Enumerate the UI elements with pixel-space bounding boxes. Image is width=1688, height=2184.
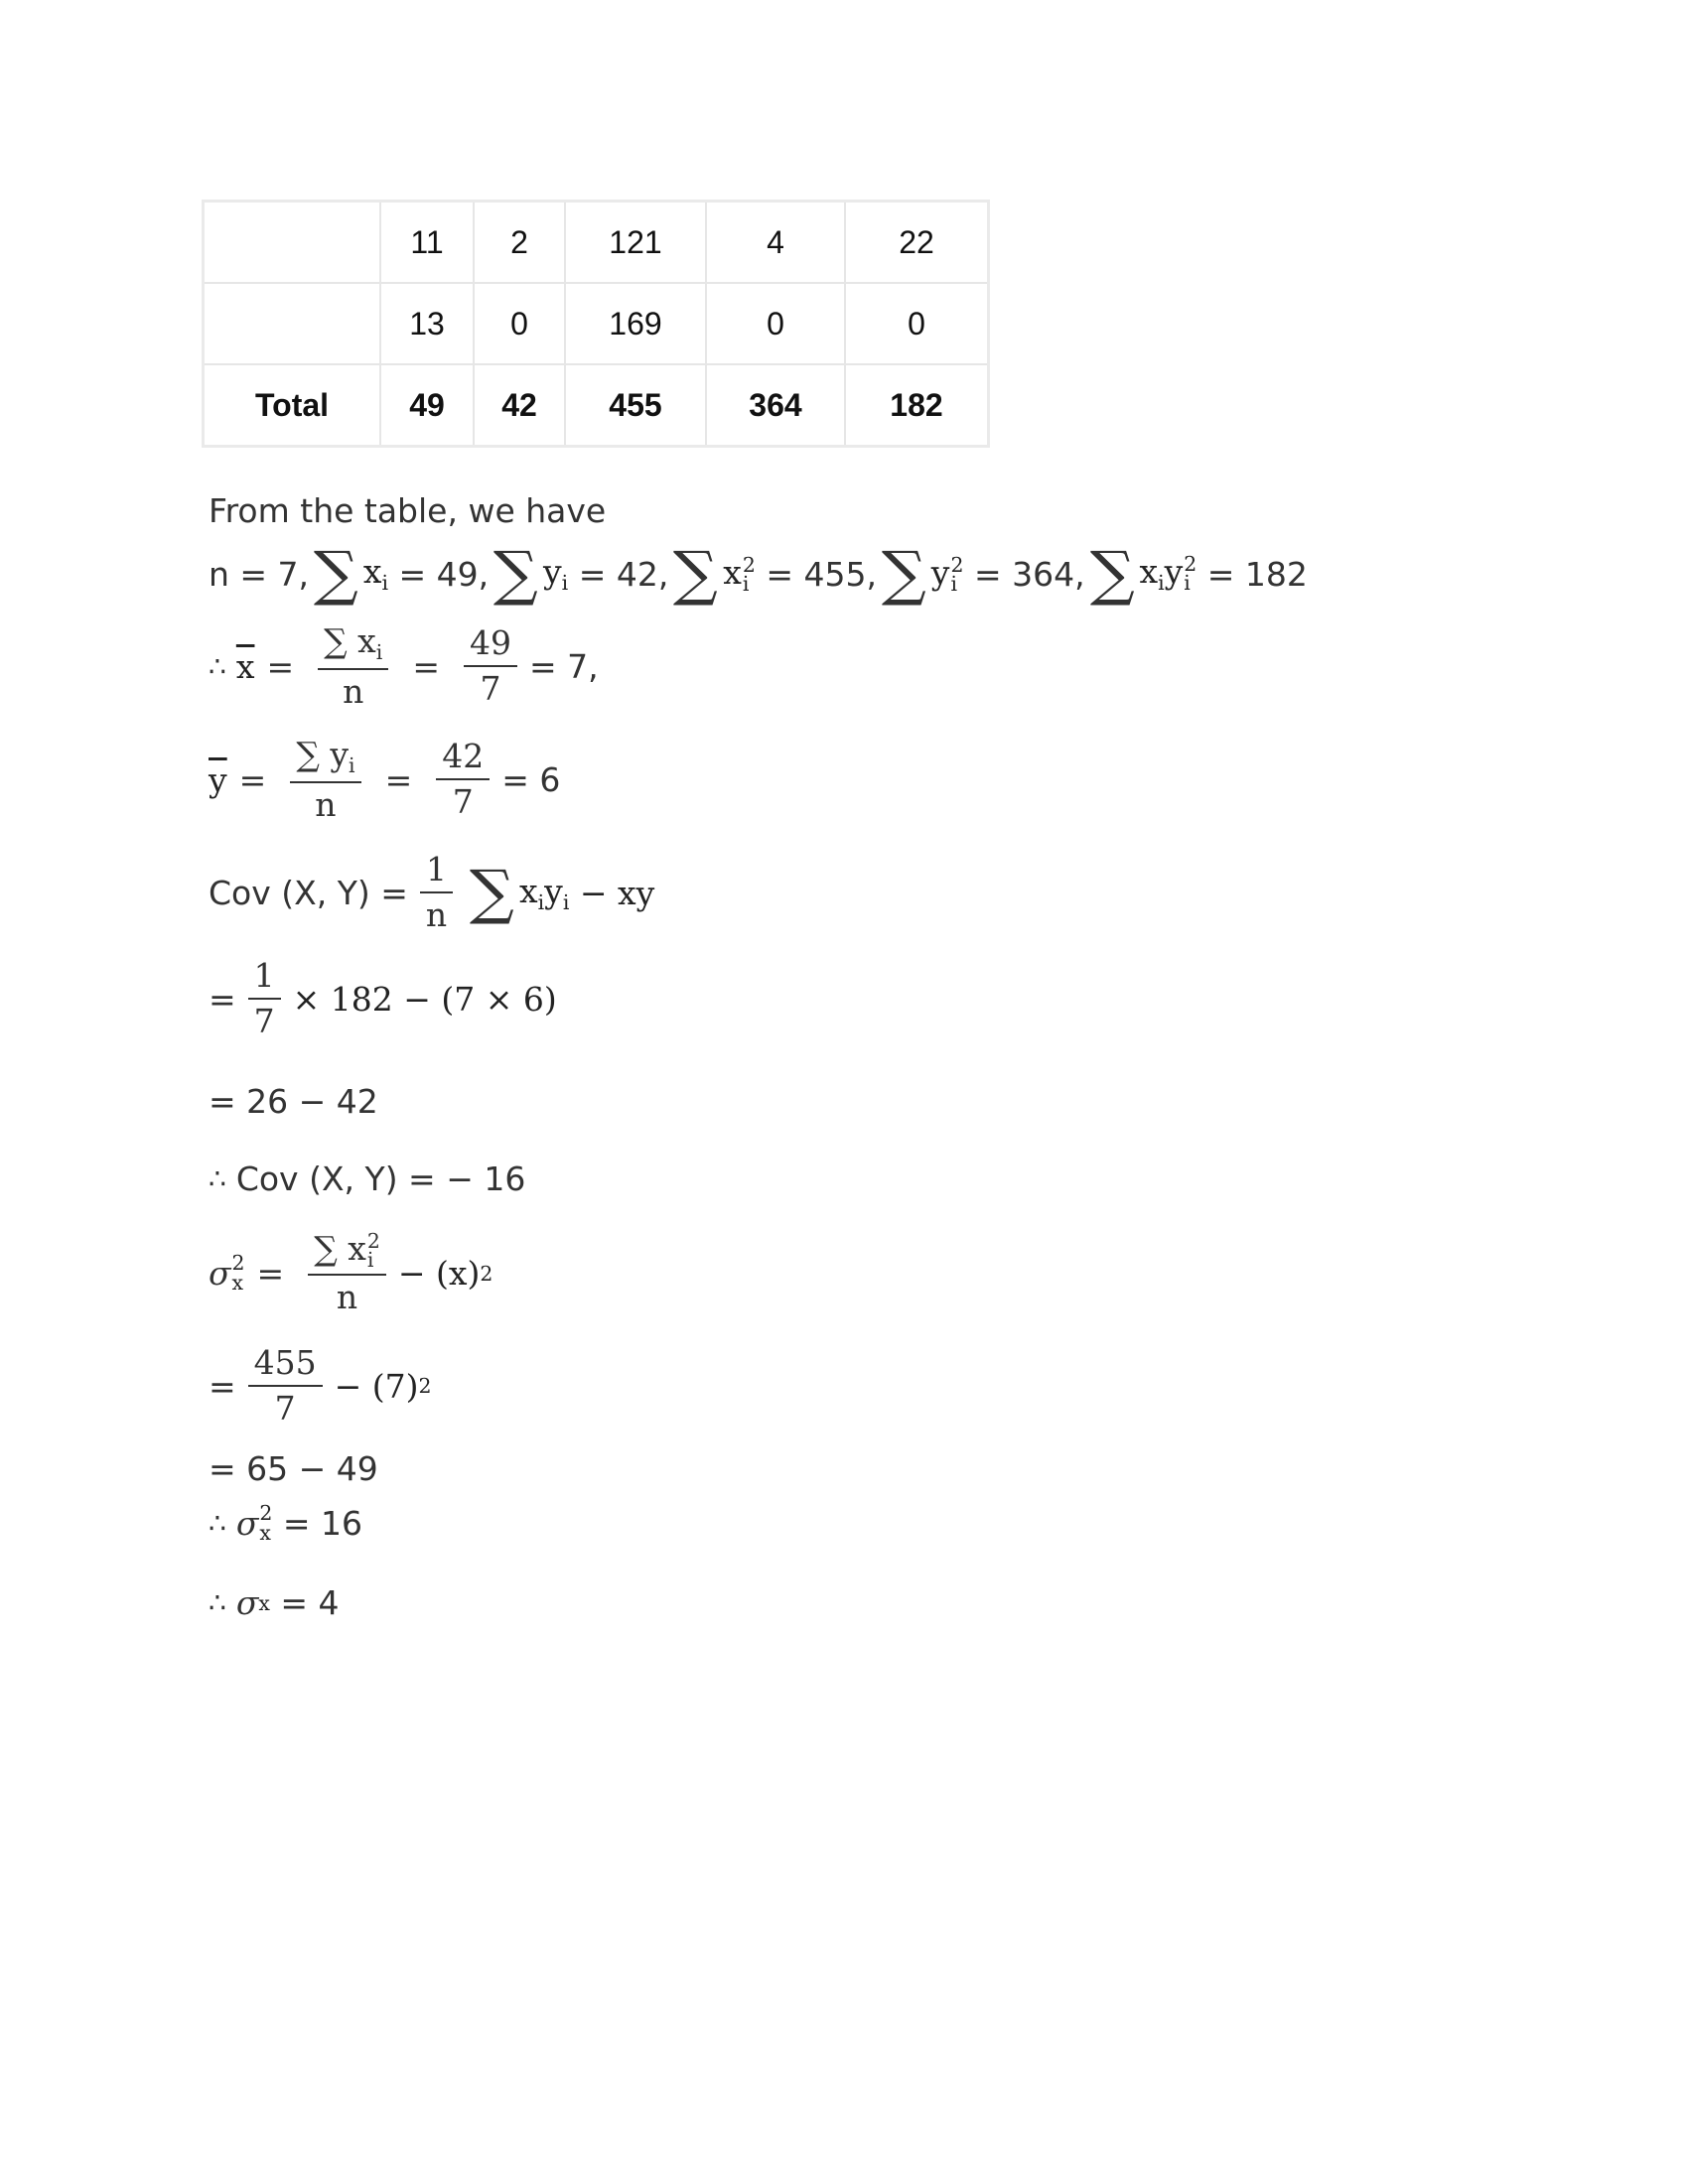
sigma-symbol: σ: [235, 1504, 259, 1543]
table-cell: 4: [706, 202, 845, 284]
sums-line: [209, 539, 1308, 609]
table-cell: 2: [474, 202, 565, 284]
sigma-icon: ∑: [470, 858, 515, 928]
sigma-icon: ∑: [493, 539, 539, 609]
therefore-icon: ∴: [209, 1586, 226, 1619]
subscript: x: [258, 1590, 270, 1615]
intro-label: From the table, we have: [209, 491, 607, 530]
xbar-ybar-term: − xy: [579, 873, 655, 912]
xy2-term: $x_iy$ 2 i: [1139, 552, 1197, 596]
xbar-equation: [209, 623, 599, 710]
cov-step-1-tail: × 182 − (7 × 6): [292, 979, 557, 1019]
table-cell: 169: [565, 283, 706, 364]
table-cell: 364: [706, 364, 845, 447]
variance-step-2-text: = 65 − 49: [209, 1449, 378, 1488]
equals-sign: =: [256, 1254, 285, 1294]
sum-x2-value: = 455,: [766, 554, 877, 594]
equals-sign: =: [384, 759, 413, 799]
sigma-symbol: σ: [209, 1254, 231, 1294]
exponent: 2: [480, 1261, 493, 1286]
table-cell: 42: [474, 364, 565, 447]
table-cell: 0: [845, 283, 989, 364]
therefore-icon: ∴: [209, 649, 226, 683]
fraction: $\frac{\sum x_i}{n}$: [318, 623, 388, 710]
equals-sign: =: [209, 979, 236, 1019]
xbar-symbol: $\overline{x}$: [235, 646, 255, 686]
seven-squared-term: − (7): [334, 1366, 419, 1406]
sum-x-value: = 49,: [398, 554, 490, 594]
table-cell: [204, 202, 381, 284]
variance-step-2: [209, 1449, 378, 1488]
ybar-symbol: $\overline{y}$: [209, 759, 227, 799]
fraction: $\frac{455}{7}$: [248, 1345, 323, 1428]
variance-step-1: [209, 1345, 432, 1428]
cov-label: Cov (X, Y) =: [209, 873, 408, 912]
therefore-icon: ∴: [209, 1507, 226, 1540]
table-cell: [204, 283, 381, 364]
table-row: [204, 283, 989, 364]
fraction: $\frac{1}{7}$: [248, 958, 281, 1040]
table-cell: 0: [474, 283, 565, 364]
fraction: $\frac{49}{7}$: [464, 625, 517, 708]
equals-sign: =: [238, 759, 267, 799]
ybar-equation: [209, 737, 560, 823]
sum-y2-value: = 364,: [973, 554, 1085, 594]
intro-text: [209, 491, 606, 530]
equals-sign: =: [209, 1366, 236, 1406]
n-value: n = 7,: [209, 554, 310, 594]
y2-term: y 2 i: [930, 552, 964, 597]
table-cell: 182: [845, 364, 989, 447]
summary-table: [202, 200, 990, 448]
y-term: $y_i$: [543, 552, 569, 596]
table-cell: 0: [706, 283, 845, 364]
sigma-icon: ∑: [881, 539, 926, 609]
fraction: $\frac{\sum y_i}{n}$: [290, 737, 360, 823]
table-cell: 11: [380, 202, 474, 284]
x2-term: x 2 i: [723, 552, 756, 597]
sigma-icon: ∑: [313, 539, 358, 609]
sigma-icon: ∑: [673, 539, 719, 609]
table-cell: 121: [565, 202, 706, 284]
table-cell-total-label: Total: [204, 364, 381, 447]
sigma-icon: ∑: [1089, 539, 1135, 609]
variance-value: = 16: [282, 1504, 363, 1543]
table-cell: 455: [565, 364, 706, 447]
table-cell: 13: [380, 283, 474, 364]
cov-step-2-text: = 26 − 42: [209, 1082, 378, 1121]
cov-step-1: [209, 958, 557, 1040]
fraction: $\frac{1}{n}$: [420, 852, 453, 934]
cov-result: [209, 1160, 525, 1198]
table-row: [204, 202, 989, 284]
xbar-squared-term: − (x): [397, 1254, 481, 1294]
xy-term: $x_iy_i$: [519, 871, 570, 914]
exponent: 2: [418, 1374, 432, 1399]
table-cell: 22: [845, 202, 989, 284]
cov-step-2: [209, 1082, 378, 1121]
variance-formula: σ 2 x = ∑ x 2 i n − (x) 2: [209, 1228, 493, 1317]
equals-sign: =: [266, 646, 295, 686]
cov-result-text: Cov (X, Y) = − 16: [235, 1160, 526, 1198]
table-total-row: [204, 364, 989, 447]
fraction: ∑ x 2 i n: [308, 1231, 386, 1316]
sd-result: [209, 1583, 340, 1622]
cov-formula: [209, 852, 654, 934]
equals-sign: =: [412, 646, 440, 686]
x-term: $x_i$: [362, 552, 389, 596]
sum-y-value: = 42,: [578, 554, 669, 594]
xbar-result: = 7,: [528, 646, 599, 686]
ybar-result: = 6: [501, 759, 561, 799]
sd-value: = 4: [280, 1583, 340, 1622]
fraction: $\frac{42}{7}$: [436, 739, 490, 821]
therefore-icon: ∴: [209, 1162, 226, 1195]
table-cell: 49: [380, 364, 474, 447]
variance-result: ∴ σ 2 x = 16: [209, 1501, 363, 1545]
sum-xy2-value: = 182: [1206, 554, 1308, 594]
sigma-symbol: σ: [235, 1583, 259, 1622]
